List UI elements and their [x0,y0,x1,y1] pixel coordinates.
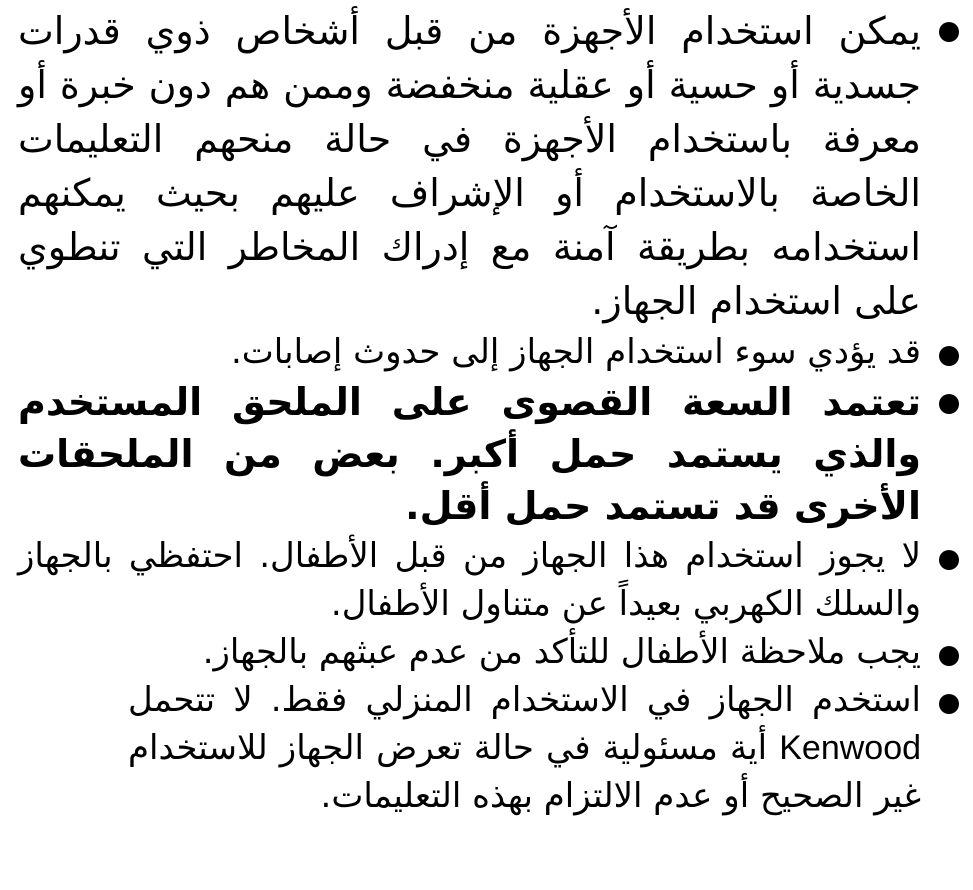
bullet-icon [939,394,959,414]
bullet-icon [939,694,959,714]
list-item-text: يمكن استخدام الأجهزة من قبل أشخاص ذوي قدرات جسدية أو حسية أو عقلية منخفضة وممن هم دون خبرة أو معرفة باستخدام الأجهزة في حالة منحهم التعليمات الخاصة بالاستخدام أو الإشراف عليهم بحيث يمكنهم استخدامه بطريقة آمنة مع إدراك المخاطر التي تنطوي على استخدام الجهاز. [18,9,921,323]
list-item [18,628,961,676]
list-item-text: قد يؤدي سوء استخدام الجهاز إلى حدوث إصابات. [230,332,921,372]
brand-name: Kenwood [779,729,922,767]
safety-bullet-list [18,4,961,820]
list-item-text [128,676,921,820]
bullet-icon [939,22,959,42]
list-item-text: لا يجوز استخدام هذا الجهاز من قبل الأطفال. احتفظي بالجهاز والسلك الكهربي بعيداً عن متناول الأطفال. [18,536,921,624]
list-item [18,4,961,328]
list-item [18,376,961,532]
list-item-text: يجب ملاحظة الأطفال للتأكد من عدم عبثهم بالجهاز. [202,632,921,672]
list-item-text: تعتمد السعة القصوى على الملحق المستخدم والذي يستمد حمل أكبر. بعض من الملحقات الأخرى قد تستمد حمل أقل. [18,380,921,528]
bullet-icon [939,346,959,366]
bullet-icon [939,550,959,570]
list-item-text-part: استخدم الجهاز في الاستخدام المنزلي فقط. لا تتحمل [128,680,921,720]
list-item [18,676,961,820]
list-item-text-part: أية مسئولية في حالة تعرض الجهاز للاستخدام غير الصحيح أو عدم الالتزام بهذه التعليمات. [128,728,921,816]
bullet-icon [939,646,959,666]
list-item [18,532,961,628]
list-item [18,328,961,376]
